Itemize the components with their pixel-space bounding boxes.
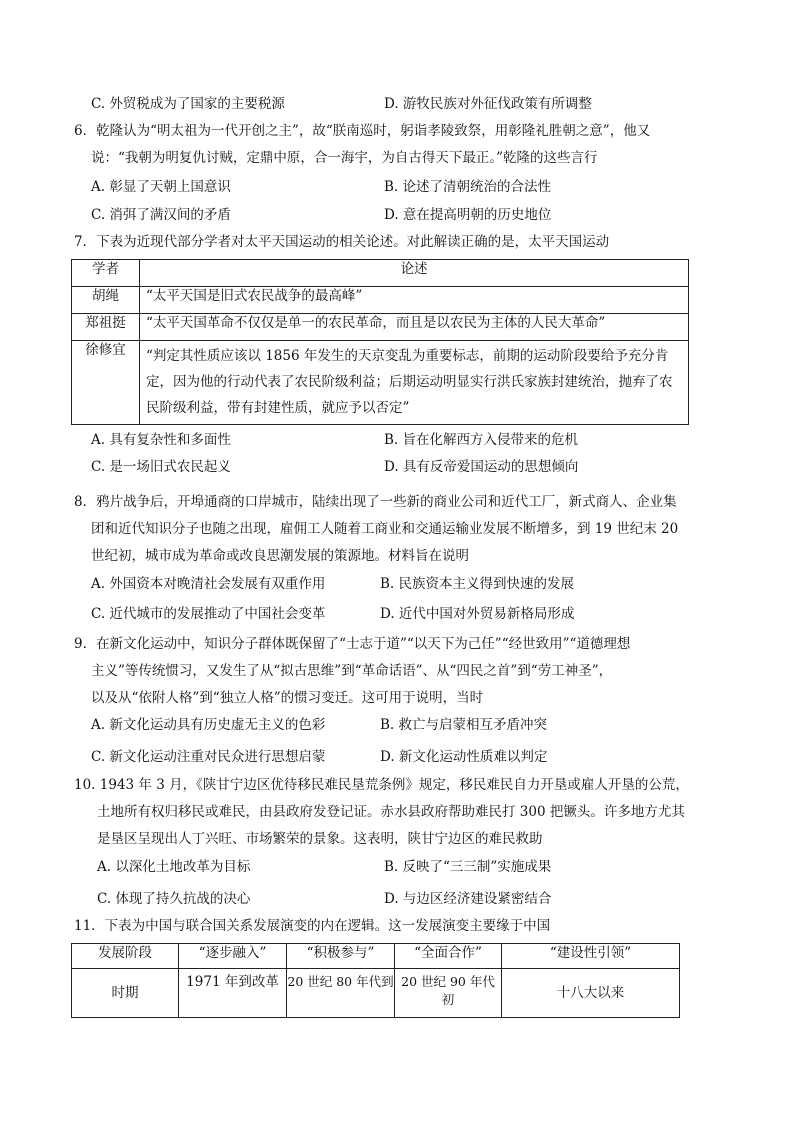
q7-header-scholar: 学者: [72, 260, 140, 287]
q9-stem-line1: 9．在新文化运动中，知识分子群体既保留了“士志于道”“以天下为己任”“经世致用”“道德理想: [74, 636, 631, 652]
q11-period-2: 20 世纪 80 年代到: [287, 969, 395, 1018]
q8-option-a: A. 外国资本对晚清社会发展有双重作用: [91, 576, 326, 592]
q10-option-b: B. 反映了“三三制”实施成果: [384, 859, 552, 875]
q7-table-row: [72, 314, 689, 341]
q9-option-b: B. 救亡与启蒙相互矛盾冲突: [380, 717, 548, 733]
q7-row2-scholar: 郑祖挺: [72, 314, 140, 341]
q7-row2-statement: “太平天国革命不仅仅是单一的农民革命，而且是以农民为主体的人民大革命”: [140, 314, 689, 341]
q11-period-4: 十八大以来: [502, 969, 680, 1018]
q11-table: [71, 943, 680, 1018]
q11-stem: 11．下表为中国与联合国关系发展演变的内在逻辑。这一发展演变主要缘于中国: [74, 918, 551, 934]
q10-stem-line1: 10. 1943 年 3 月，《陕甘宁边区优待移民难民垦荒条例》规定，移民难民自力开垦或雇人开垦的公荒，: [74, 777, 689, 793]
q7-option-d: D. 具有反帝爱国运动的思想倾向: [384, 459, 579, 475]
q10-stem-line3: 是垦区呈现出人丁兴旺、市场繁荣的景象。这表明，陕甘宁边区的难民救助: [97, 831, 543, 847]
q8-stem-line2: 团和近代知识分子也随之出现，雇佣工人随着工商业和交通运输业发展不断增多，到 19 世纪末 20: [91, 521, 679, 537]
q9-option-a: A. 新文化运动具有历史虚无主义的色彩: [91, 717, 326, 733]
q7-table: [71, 259, 689, 425]
q6-option-a: A. 彰显了天朝上国意识: [91, 179, 231, 195]
q6-stem-line2: 说：“我朝为明复仇讨贼，定鼎中原，合一海宇，为自古得天下最正。”乾隆的这些言行: [91, 150, 598, 166]
q7-option-a: A. 具有复杂性和多面性: [91, 432, 231, 448]
q11-header-active: “积极参与”: [287, 944, 395, 969]
q11-period-label: 时期: [72, 969, 179, 1018]
q7-row1-statement: “太平天国是旧式农民战争的最高峰”: [140, 287, 689, 314]
q9-option-c: C. 新文化运动注重对民众进行思想启蒙: [91, 749, 326, 765]
q5-option-c: C. 外贸税成为了国家的主要税源: [91, 96, 285, 112]
q10-option-c: C. 体现了持久抗战的决心: [97, 891, 251, 907]
q6-option-b: B. 论述了清朝统治的合法性: [384, 179, 552, 195]
q6-option-c: C. 消弭了满汉间的矛盾: [91, 207, 231, 223]
q10-option-d: D. 与边区经济建设紧密结合: [384, 891, 552, 907]
q7-stem: 7．下表为近现代部分学者对太平天国运动的相关论述。对此解读正确的是，太平天国运动: [74, 234, 610, 250]
q11-table-row: [72, 969, 680, 1018]
q9-stem-line3: 以及从“依附人格”到“独立人格”的惯习变迁。这可用于说明，当时: [91, 690, 484, 706]
q10-stem-line2: 土地所有权归移民或难民，由县政府发登记证。赤水县政府帮助难民打 300 把镢头。许多地方尤其: [97, 804, 685, 820]
q11-period-3: 20 世纪 90 年代初: [395, 969, 502, 1018]
q7-row1-scholar: 胡绳: [72, 287, 140, 314]
q10-option-a: A. 以深化土地改革为目标: [97, 859, 251, 875]
q11-header-stage: 发展阶段: [72, 944, 179, 969]
q6-option-d: D. 意在提高明朝的历史地位: [384, 207, 552, 223]
q8-option-d: D. 近代中国对外贸易新格局形成: [380, 606, 575, 622]
q8-option-b: B. 民族资本主义得到快速的发展: [380, 576, 575, 592]
q8-option-c: C. 近代城市的发展推动了中国社会变革: [91, 606, 326, 622]
q11-period-1: 1971 年到改革: [179, 969, 287, 1018]
q8-stem-line3: 世纪初，城市成为革命或改良思潮发展的策源地。材料旨在说明: [91, 548, 469, 564]
q7-option-c: C. 是一场旧式农民起义: [91, 459, 231, 475]
q5-option-d: D. 游牧民族对外征伐政策有所调整: [384, 96, 592, 112]
q8-stem-line1: 8．鸦片战争后，开埠通商的口岸城市，陆续出现了一些新的商业公司和近代工厂，新式商人、企业集: [74, 494, 677, 510]
q11-table-header: [72, 944, 680, 969]
q7-table-row: [72, 341, 689, 425]
q9-stem-line2: 主义”等传统惯习，又发生了从“拟古思维”到“革命话语”、从“四民之首”到“劳工神圣”，: [91, 663, 613, 679]
q6-stem-line1: 6．乾隆认为“明太祖为一代开创之主”，故“朕南巡时，躬诣孝陵致祭，用彰隆礼胜朝之意”，他又: [74, 123, 651, 139]
q11-header-gradual: “逐步融入”: [179, 944, 287, 969]
q9-option-d: D. 新文化运动性质难以判定: [380, 749, 548, 765]
q7-row3-scholar: 徐修宜: [72, 341, 140, 425]
q11-header-comprehensive: “全面合作”: [395, 944, 502, 969]
q7-table-row: [72, 287, 689, 314]
q7-header-statement: 论述: [140, 260, 689, 287]
q7-table-header: [72, 260, 689, 287]
q11-header-leading: “建设性引领”: [502, 944, 680, 969]
q7-option-b: B. 旨在化解西方入侵带来的危机: [384, 432, 579, 448]
q7-row3-statement: “判定其性质应该以 1856 年发生的天京变乱为重要标志，前期的运动阶段要给予充分肯定，因为他的行动代表了农民阶级利益；后期运动明显实行洪氏家族封建统治，抛弃了农民阶级利益，带有封建性质，就应予以否定”: [140, 341, 689, 425]
